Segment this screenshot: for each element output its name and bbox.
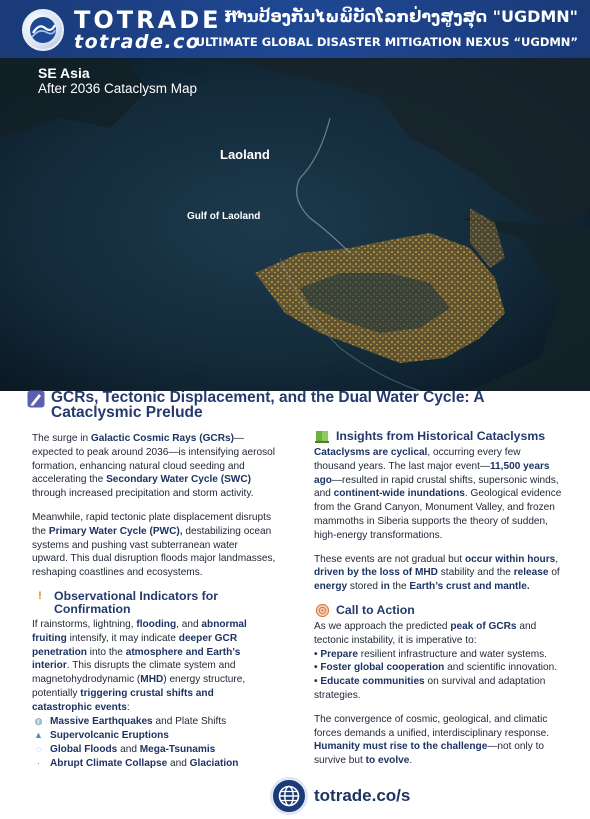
map-region-label: SE Asia [38, 65, 90, 81]
book-icon [314, 430, 330, 444]
right-paragraph-cyclical: Cataclysms are cyclical, occurring every few thousand years. The last major event—11,500 years ago—resulted in rapid crustal shifts, supersonic winds, and continent-wide inundations. Geological evidence from the Grand Canyon, Monument Valley, and frozen mammoths in Siberia supports the theory of sudden, high-energy transformations. [314, 447, 562, 541]
left-paragraph-indicators: If rainstorms, lightning, flooding, and abnormal fruiting intensify, it may indicate deeper GCR penetration into the atmosphere and Earth’s interior. This disrupts the climate system and magnetohydrodynamic (MHD) energy structure, potentially triggering crustal shifts and catastrophic events: [32, 618, 247, 713]
brand-domain[interactable]: totrade.co [74, 31, 201, 53]
map-label-laoland: Laoland [220, 147, 270, 162]
map-label-gulf: Gulf of Laoland [187, 211, 261, 222]
call-to-action-heading: Call to Action [314, 604, 564, 618]
left-column [32, 432, 276, 771]
target-icon [314, 604, 330, 618]
brand-name: TOTRADE™ [74, 6, 249, 34]
historical-heading: Insights from Historical Cataclysms [314, 430, 564, 444]
pen-icon [27, 390, 45, 408]
earth-icon: ◍ [34, 715, 43, 726]
footer-url[interactable]: totrade.co/s [314, 786, 411, 805]
list-item: · Abrupt Climate Collapse and Glaciation [32, 757, 276, 771]
right-paragraph-hours: These events are not gradual but occur within hours, driven by the loss of MHD stability and the release of energy stored in the Earth’s crust and mantle. [314, 553, 560, 593]
right-column [314, 430, 564, 778]
header-banner [0, 0, 590, 58]
footer-link[interactable] [270, 777, 425, 815]
list-item: • Prepare resilient infrastructure and water systems. [314, 648, 547, 660]
logo-swirl-icon [29, 16, 57, 44]
list-item: • Educate communities on survival and adaptation strategies. [314, 676, 546, 701]
main-heading: GCRs, Tectonic Displacement, and the Dual Water Cycle: A Cataclysmic Prelude [51, 389, 484, 421]
header-title-lao: ການປ້ອງກັນໄພພິບັດໂລກຢ່າງສູງສຸດ "UGDMN" [224, 7, 578, 26]
snowflake-icon: · [37, 757, 40, 768]
map-subtitle: After 2036 Cataclysm Map [38, 81, 198, 96]
left-paragraph-gcr: The surge in Galactic Cosmic Rays (GCRs)—expected to peak around 2036—is intensifying aerosol formation, enhancing natural cloud seeding and accelerating the Secondary Water Cycle (SWC) through increased precipitation and storm activity. [32, 433, 275, 500]
exclamation-icon: ! [38, 589, 42, 602]
header-title-en: ULTIMATE GLOBAL DISASTER MITIGATION NEXUS “UGDMN” [195, 35, 578, 49]
list-item: ◍ Massive Earthquakes and Plate Shifts [32, 715, 276, 729]
globe-icon [270, 777, 308, 815]
action-list [314, 648, 564, 703]
list-item: • Foster global cooperation and scientific innovation. [314, 662, 558, 674]
catastrophe-list [32, 715, 276, 771]
right-paragraph-convergence: The convergence of cosmic, geological, and climatic forces demands a unified, interdisciplinary response. Humanity must rise to the challenge—not only to survive but to evolve. [314, 713, 550, 767]
cataclysm-map [0, 58, 590, 391]
volcano-icon: ▲ [34, 729, 43, 740]
observational-heading: ! Observational Indicators for Confirmation [32, 590, 276, 616]
list-item: ▲ Supervolcanic Eruptions [32, 729, 276, 743]
map-graphic [0, 58, 590, 391]
totrade-logo[interactable] [22, 9, 64, 51]
list-item: ◌ Global Floods and Mega-Tsunamis [32, 743, 276, 757]
wave-icon: ◌ [35, 743, 42, 754]
left-paragraph-tectonic: Meanwhile, rapid tectonic plate displacement disrupts the Primary Water Cycle (PWC), destabilizing ocean systems and pushing vast subterranean water upward. This dual disruption floods major landmasses, reshaping coastlines and ecosystems. [32, 511, 276, 579]
right-paragraph-approach: As we approach the predicted peak of GCRs and tectonic instability, it is imperative to: [314, 620, 537, 646]
